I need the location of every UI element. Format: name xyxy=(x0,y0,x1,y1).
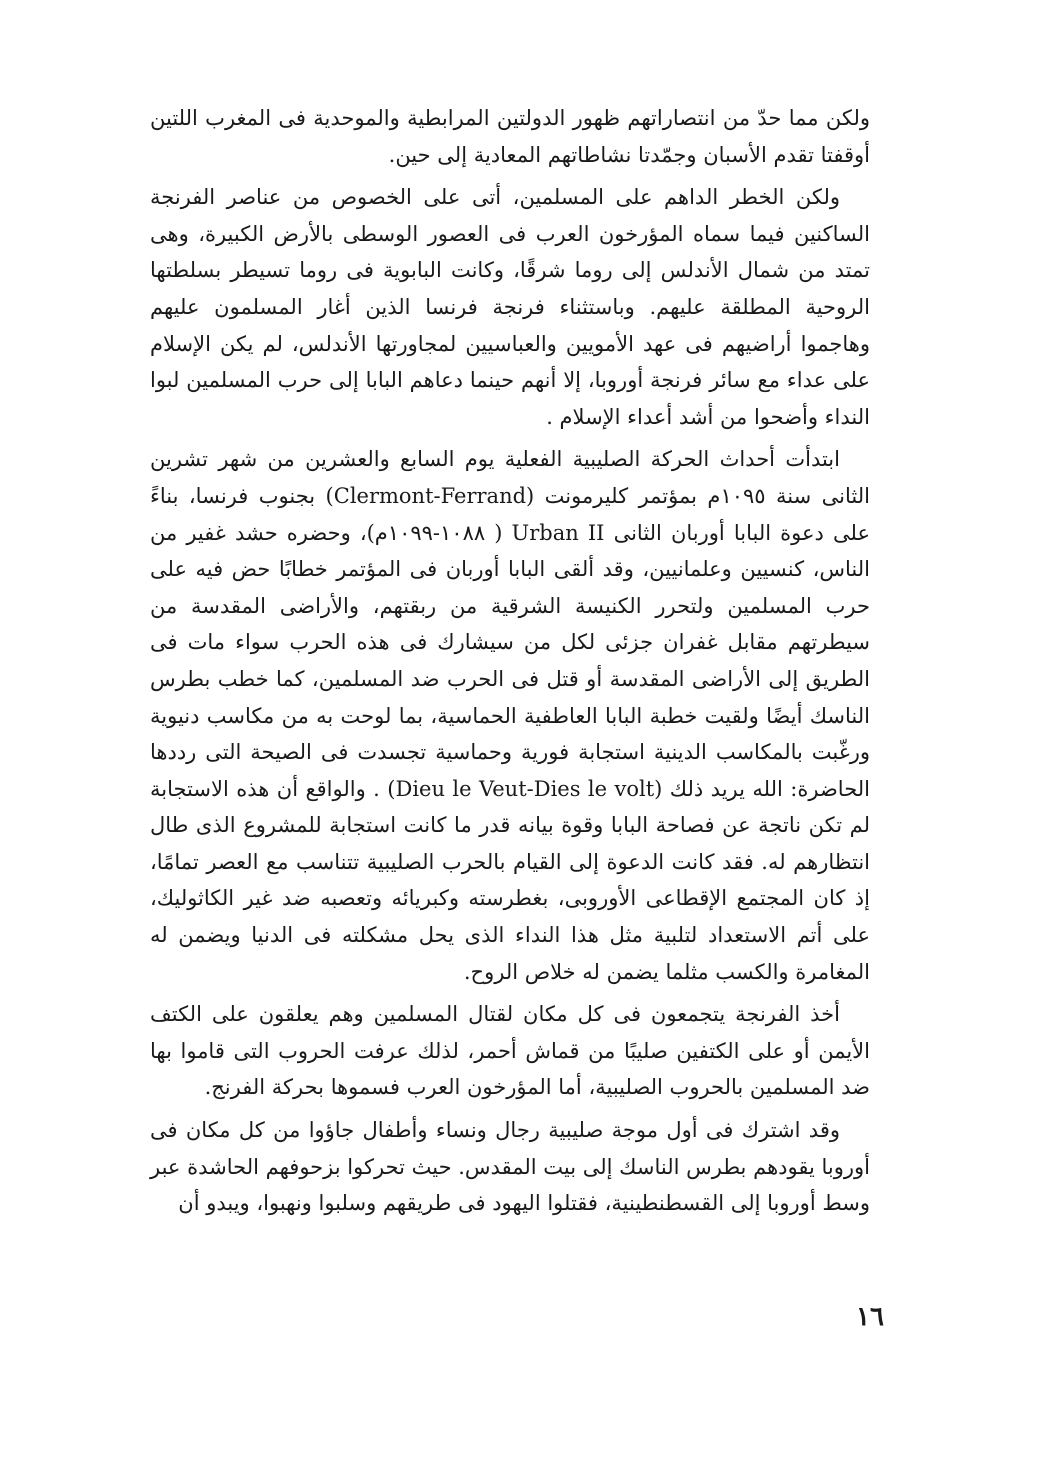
page-body xyxy=(150,100,870,1360)
page-number: ١٦ xyxy=(856,1302,884,1332)
paragraph-4: أخذ الفرنجة يتجمعون فى كل مكان لقتال المسلمين وهم يعلقون على الكتف الأيمن أو على الكتفين صليبًا من قماش أحمر، لذلك عرفت الحروب التى قاموا بها ضد المسلمين بالحروب الصليبية، أما المؤرخون العرب فسموها بحركة الفرنج. xyxy=(150,1002,870,1100)
paragraph-2: ولكن الخطر الداهم على المسلمين، أتى على الخصوص من عناصر الفرنجة الساكنين فيما سماه المؤرخون العرب فى العصور الوسطى بالأرض الكبيرة، وهى تمتد من شمال الأندلس إلى روما شرقًا، وكانت البابوية فى روما تسيطر بسلطتها الروحية المطلقة عليهم. وباستثناء فرنجة فرنسا الذين أغار المسلمون عليهم وهاجموا أراضيهم فى عهد الأمويين والعباسيين لمجاورتها الأندلس، لم يكن الإسلام على عداء مع سائر فرنجة أوروبا، إلا أنهم حينما دعاهم البابا إلى حرب المسلمين لبوا النداء وأضحوا من أشد أعداء الإسلام . xyxy=(150,185,870,429)
paragraph-3: ابتدأت أحداث الحركة الصليبية الفعلية يوم السابع والعشرين من شهر تشرين الثانى سنة ١٠٩٥م بمؤتمر كليرمونت (Clermont-Ferrand) بجنوب فرنسا، بناءً على دعوة البابا أوربان الثانى Urban II ( ١٠٨٨-١٠٩٩م)، وحضره حشد غفير من الناس، كنسيين وعلمانيين، وقد ألقى البابا أوربان فى المؤتمر خطابًا حض فيه على حرب المسلمين ولتحرر الكنيسة الشرقية من ربقتهم، والأراضى المقدسة من سيطرتهم مقابل غفران جزئى لكل من سيشارك فى هذه الحرب سواء مات فى الطريق إلى الأراضى المقدسة أو قتل فى الحرب ضد المسلمين، كما خطب بطرس الناسك أيضًا ولقيت خطبة البابا العاطفية الحماسية، بما لوحت به من مكاسب دنيوية ورغّبت بالمكاسب الدينية استجابة فورية وحماسية تجسدت فى الصيحة التى رددها الحاضرة: الله يريد ذلك (Dieu le Veut-Dies le volt) . والواقع أن هذه الاستجابة لم تكن ناتجة عن فصاحة البابا وقوة بيانه قدر ما كانت استجابة للمشروع الذى طال انتظارهم له. فقد كانت الدعوة إلى القيام بالحرب الصليبية تتناسب مع العصر تمامًا، إذ كان المجتمع الإقطاعى الأوروبى، بغطرسته وكبريائه وتعصبه ضد غير الكاثوليك، على أتم الاستعداد لتلبية مثل هذا النداء الذى يحل مشكلته فى الدنيا ويضمن له المغامرة والكسب مثلما يضمن له خلاص الروح. xyxy=(150,447,870,984)
paragraph-1: ولكن مما حدّ من انتصاراتهم ظهور الدولتين المرابطية والموحدية فى المغرب اللتين أوقفتا تقدم الأسبان وجمّدتا نشاطاتهم المعادية إلى حين. xyxy=(150,106,870,167)
paragraph-5: وقد اشترك فى أول موجة صليبية رجال ونساء وأطفال جاؤوا من كل مكان فى أوروبا يقودهم بطرس الناسك إلى بيت المقدس. حيث تحركوا بزحوفهم الحاشدة عبر وسط أوروبا إلى القسطنطينية، فقتلوا اليهود فى طريقهم وسلبوا ونهبوا، ويبدو أن xyxy=(150,1118,870,1216)
